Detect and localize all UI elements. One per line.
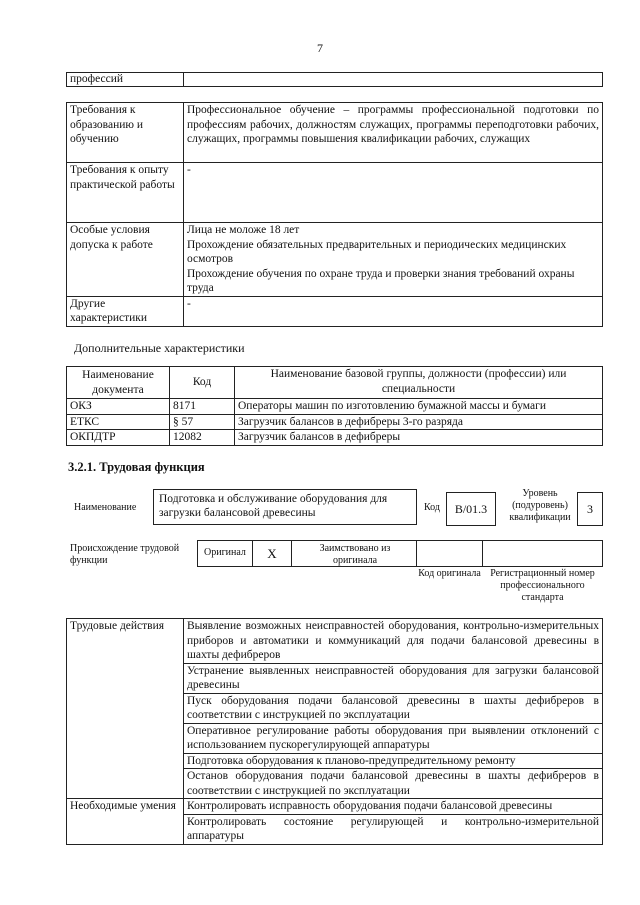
function-title: 3.2.1. Трудовая функция [68, 460, 205, 474]
requirement-label: Другие характеристики [67, 296, 184, 326]
header-document: Наименование документа [67, 367, 170, 399]
function-name-value: Подготовка и обслуживание оборудования для загрузки балансовой древесины [159, 493, 388, 519]
cell-document: ЕТКС [67, 414, 170, 430]
original-mark: X [267, 545, 277, 561]
origin-label: Происхождение трудовой функции [70, 543, 180, 566]
table-row [67, 430, 603, 446]
requirement-label: Особые условия допуска к работе [67, 223, 184, 297]
cell-document: ОКПДТР [67, 430, 170, 446]
requirement-value [184, 223, 603, 297]
cell-code: § 57 [170, 414, 235, 430]
table-row [67, 799, 603, 815]
skill-item: Контролировать состояние регулирующей и контрольно-измерительной аппаратуры [184, 814, 603, 844]
original-mark-box [252, 540, 292, 567]
function-name-box [153, 489, 417, 525]
skills-label: Необходимые умения [67, 799, 184, 845]
table-row [67, 619, 603, 664]
name-label: Наименование [74, 502, 137, 513]
table-row [67, 414, 603, 430]
action-item: Останов оборудования подачи балансовой древесины в шахты дефибреров в соответствии с инструкцией по эксплуатации [184, 769, 603, 799]
requirement-label: Требования к опыту практической работы [67, 163, 184, 223]
header-code: Код [170, 367, 235, 399]
level-box [577, 492, 603, 526]
header-name: Наименование базовой группы, должности (профессии) или специальности [235, 367, 603, 399]
code-label: Код [424, 502, 440, 513]
continuation-value [184, 73, 603, 87]
action-item: Пуск оборудования подачи балансовой древесины в шахты дефибреров в соответствии с инструкцией по эксплуатации [184, 693, 603, 723]
cell-code: 12082 [170, 430, 235, 446]
additional-title: Дополнительные характеристики [74, 341, 245, 355]
page-number: 7 [317, 41, 323, 55]
requirements-table [66, 102, 603, 327]
requirement-value: Профессиональное обучение – программы профессиональной подготовки по профессиям рабочих, должностям служащих, программы переподготовки рабочих, служащих, программы повышения квалификации рабочих, служащих [184, 103, 603, 163]
cell-name: Загрузчик балансов в дефибреры 3-го разряда [235, 414, 603, 430]
table-header-row [67, 367, 603, 399]
requirement-value: - [184, 163, 603, 223]
original-label: Оригинал [204, 547, 246, 558]
table-row [67, 296, 603, 326]
requirement-value: - [184, 296, 603, 326]
cell-name: Операторы машин по изготовлению бумажной массы и бумаги [235, 399, 603, 415]
requirement-line: Прохождение обучения по охране труда и проверки знания требований охраны труда [187, 267, 575, 294]
action-item: Подготовка оборудования к планово-предупредительному ремонту [184, 753, 603, 769]
actions-table [66, 618, 603, 845]
code-value: В/01.3 [454, 501, 488, 516]
action-item: Выявление возможных неисправностей оборудования, контрольно-измерительных приборов и автоматики и коммуникаций для подачи балансовой древесины в шахты дефибреров [184, 619, 603, 664]
table-row [67, 223, 603, 297]
table-row [67, 399, 603, 415]
level-value: 3 [587, 501, 593, 516]
cell-code: 8171 [170, 399, 235, 415]
cell-document: ОКЗ [67, 399, 170, 415]
table-row [67, 103, 603, 163]
continuation-label: профессий [67, 73, 184, 87]
actions-label: Трудовые действия [67, 619, 184, 799]
requirement-label: Требования к образованию и обучению [67, 103, 184, 163]
additional-table [66, 366, 603, 446]
orig-code-box [416, 540, 483, 567]
borrowed-label: Заимствовано из оригинала [319, 543, 391, 566]
cell-name: Загрузчик балансов в дефибреры [235, 430, 603, 446]
action-item: Устранение выявленных неисправностей оборудования для загрузки балансовой древесины [184, 663, 603, 693]
code-box [446, 492, 496, 526]
table-row [67, 163, 603, 223]
level-label: Уровень (подуровень) квалификации [509, 488, 571, 523]
requirement-line: Прохождение обязательных предварительных и периодических медицинских осмотров [187, 238, 567, 265]
reg-number-label: Регистрационный номер профессионального стандарта [490, 568, 595, 603]
reg-number-box [482, 540, 603, 567]
skill-item: Контролировать исправность оборудования подачи балансовой древесины [184, 799, 603, 815]
requirement-line: Лица не моложе 18 лет [187, 224, 300, 236]
action-item: Оперативное регулирование работы оборудования при выявлении отклонений с использованием пускорегулирующей аппаратуры [184, 723, 603, 753]
continuation-table [66, 72, 603, 87]
orig-code-label: Код оригинала [418, 568, 481, 579]
